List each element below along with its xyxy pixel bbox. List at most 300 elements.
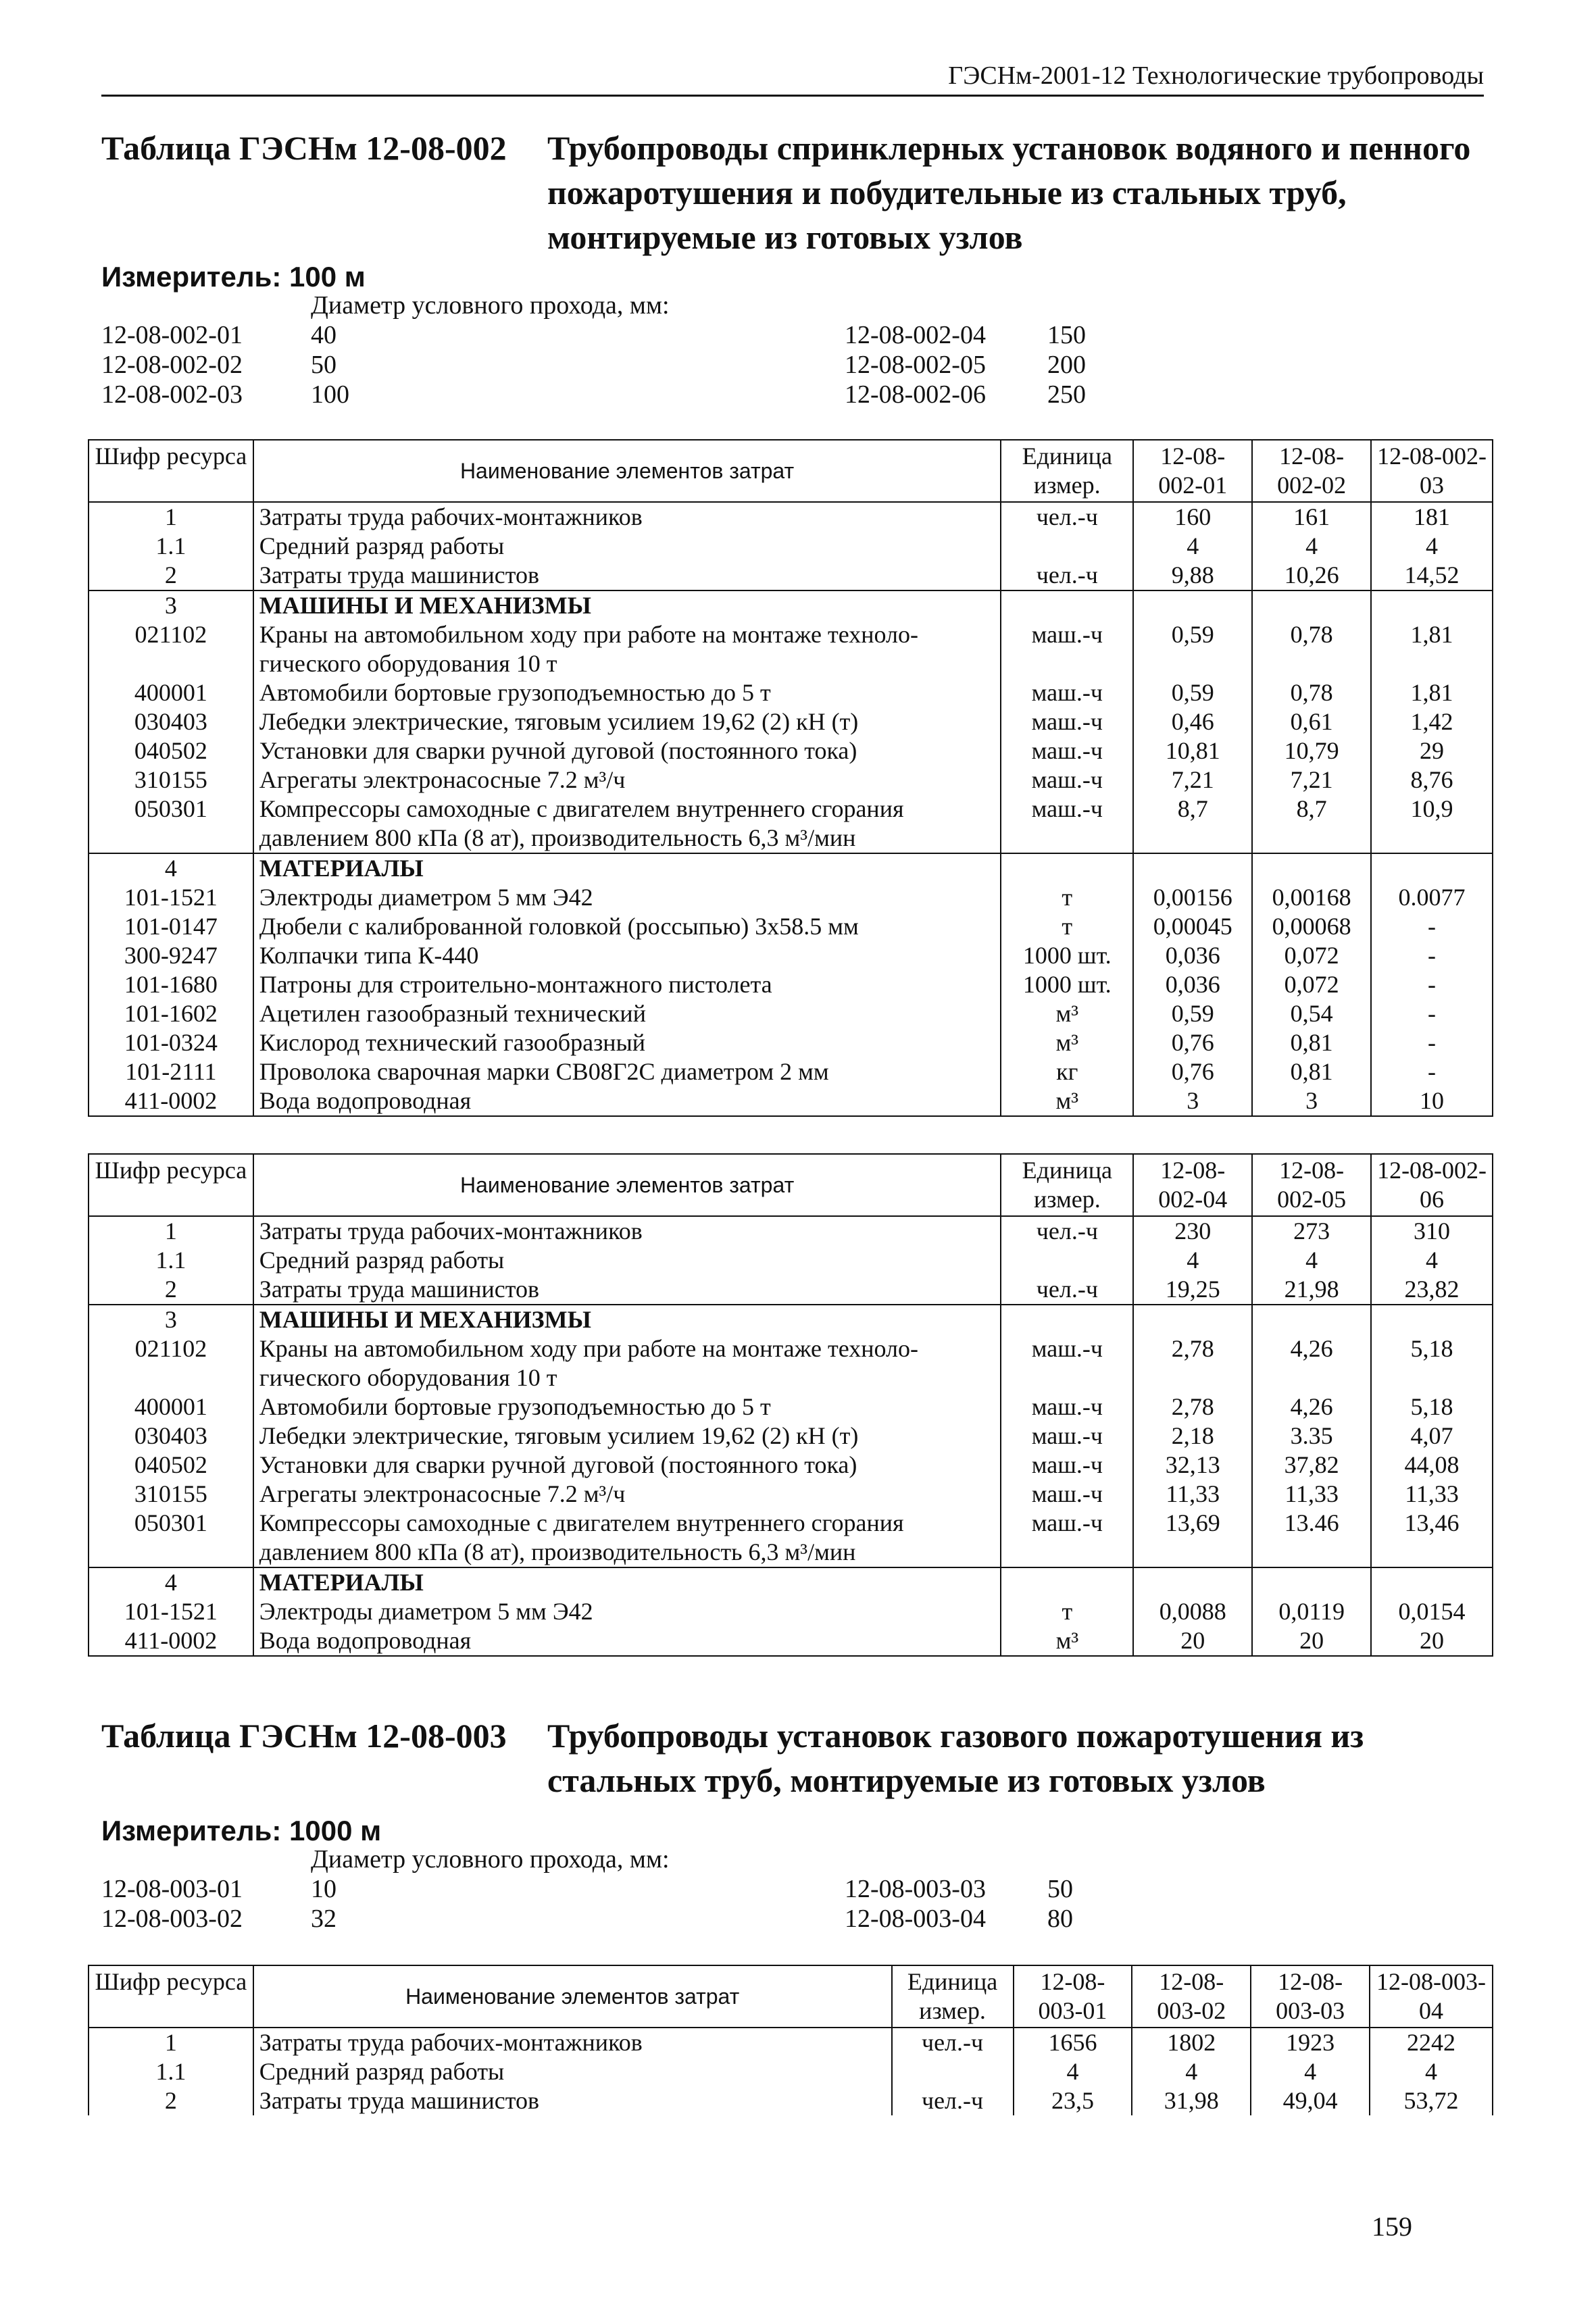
resource-unit: чел.-ч	[1001, 1216, 1133, 1246]
resource-code: 300-9247	[89, 941, 253, 970]
resource-value: 0,00168	[1252, 883, 1371, 912]
resource-value: 23,82	[1371, 1275, 1493, 1305]
resource-value: 4	[1133, 1246, 1252, 1275]
resource-value: 1802	[1132, 2028, 1251, 2057]
table-title: Трубопроводы спринклерных установок водяного и пенного пожаротушения и побудительные из стальных труб, монтируемые из готовых узлов	[547, 129, 1471, 256]
resource-value	[1133, 1567, 1252, 1597]
resource-value: 0,036	[1133, 970, 1252, 999]
resource-code: 1	[89, 2028, 253, 2057]
resource-name: Колпачки типа К-440	[253, 941, 1001, 970]
resource-value: 7,21	[1133, 765, 1252, 795]
table-header-row	[89, 440, 1493, 502]
resource-unit: маш.-ч	[1001, 736, 1133, 765]
resource-value: 9,88	[1133, 561, 1252, 590]
resource-value: 0,59	[1133, 620, 1252, 678]
table-row	[89, 1509, 1493, 1567]
resource-name: Лебедки электрические, тяговым усилием 19,62 (2) кН (т)	[253, 1422, 1001, 1451]
section-row	[89, 590, 1493, 620]
resource-unit: 1000 шт.	[1001, 970, 1133, 999]
resource-value: 29	[1371, 736, 1493, 765]
diameter-value: 100	[311, 380, 349, 409]
resource-value: 10	[1371, 1086, 1493, 1116]
resource-name: Автомобили бортовые грузоподъемностью до 5 т	[253, 678, 1001, 707]
resource-code: 101-0147	[89, 912, 253, 941]
resource-value: 19,25	[1133, 1275, 1252, 1305]
resource-unit: т	[1001, 883, 1133, 912]
resource-unit: маш.-ч	[1001, 1509, 1133, 1567]
diameter-value: 40	[311, 321, 336, 349]
resource-value: 7,21	[1252, 765, 1371, 795]
resource-code: 400001	[89, 678, 253, 707]
table-row	[89, 970, 1493, 999]
resource-value: 20	[1133, 1626, 1252, 1656]
resource-value: 2,78	[1133, 1334, 1252, 1392]
resource-name: Патроны для строительно-монтажного пистолета	[253, 970, 1001, 999]
diameter-row	[101, 320, 1115, 350]
diameter-value: 10	[311, 1875, 336, 1903]
resource-name: Затраты труда рабочих-монтажников	[253, 2028, 892, 2057]
resource-value	[1371, 853, 1493, 883]
header-norm-code: 12-08-002-02	[1252, 440, 1371, 502]
resource-name: Компрессоры самоходные с двигателем внутреннего сгорания давлением 800 кПа (8 ат), производительность 6,3 м³/мин	[253, 795, 1001, 853]
resource-unit	[1001, 1246, 1133, 1275]
resource-value: -	[1371, 912, 1493, 941]
resource-value: 0,81	[1252, 1057, 1371, 1086]
resource-value: 23,5	[1014, 2086, 1132, 2115]
resource-value: 5,18	[1371, 1334, 1493, 1392]
diameter-code: 12-08-002-04	[845, 321, 986, 349]
resource-name: Установки для сварки ручной дуговой (постоянного тока)	[253, 736, 1001, 765]
resource-value: 0,59	[1133, 999, 1252, 1028]
resource-value: 21,98	[1252, 1275, 1371, 1305]
table-row	[89, 1057, 1493, 1086]
resource-value: 0.0077	[1371, 883, 1493, 912]
resource-value: 2,78	[1133, 1392, 1252, 1422]
diameter-value: 80	[1047, 1905, 1073, 1933]
resource-name: Дюбели с калиброванной головкой (россыпью) 3х58.5 мм	[253, 912, 1001, 941]
resource-value: 0,0154	[1371, 1597, 1493, 1626]
resource-value: 0,76	[1133, 1028, 1252, 1057]
resource-code: 040502	[89, 736, 253, 765]
table-row	[89, 620, 1493, 678]
diameter-code: 12-08-003-02	[101, 1905, 243, 1933]
header-name: Наименование элементов затрат	[253, 1965, 892, 2028]
resource-value: 5,18	[1371, 1392, 1493, 1422]
resource-value: 2242	[1370, 2028, 1493, 2057]
resource-value: 0,036	[1133, 941, 1252, 970]
resource-code: 101-1521	[89, 1597, 253, 1626]
header-name: Наименование элементов затрат	[253, 1154, 1001, 1216]
section-row	[89, 1305, 1493, 1334]
resource-name: Электроды диаметром 5 мм Э42	[253, 883, 1001, 912]
diameter-caption: Диаметр условного прохода, мм:	[311, 1845, 670, 1873]
resource-unit	[1001, 590, 1133, 620]
resource-value: 13,46	[1371, 1509, 1493, 1567]
resource-value: 0,78	[1252, 620, 1371, 678]
resource-value: 1,81	[1371, 620, 1493, 678]
diameter-value: 50	[311, 351, 336, 379]
resource-value	[1133, 590, 1252, 620]
resource-unit: 1000 шт.	[1001, 941, 1133, 970]
resource-code: 1	[89, 1216, 253, 1246]
resource-value: 11,33	[1371, 1480, 1493, 1509]
resource-value: 32,13	[1133, 1451, 1252, 1480]
resource-value: 10,79	[1252, 736, 1371, 765]
table-row	[89, 707, 1493, 736]
resource-value: 3	[1133, 1086, 1252, 1116]
resource-name: Затраты труда рабочих-монтажников	[253, 502, 1001, 532]
resource-value: 4	[1251, 2057, 1370, 2086]
table-row	[89, 941, 1493, 970]
resource-value: 0,81	[1252, 1028, 1371, 1057]
header-code: Шифр ресурса	[89, 1154, 253, 1216]
resource-value: 13,69	[1133, 1509, 1252, 1567]
resource-value: 0,072	[1252, 941, 1371, 970]
table-row	[89, 2057, 1493, 2086]
resource-name: Компрессоры самоходные с двигателем внутреннего сгорания давлением 800 кПа (8 ат), производительность 6,3 м³/мин	[253, 1509, 1001, 1567]
resource-unit: чел.-ч	[892, 2086, 1014, 2115]
resource-unit: маш.-ч	[1001, 1334, 1133, 1392]
resource-code: 411-0002	[89, 1086, 253, 1116]
resource-unit: м³	[1001, 1086, 1133, 1116]
resource-unit	[1001, 1567, 1133, 1597]
table-row	[89, 678, 1493, 707]
table-code: Таблица ГЭСНм 12-08-002	[101, 129, 507, 167]
resource-value: 4	[1133, 532, 1252, 561]
table-row	[89, 2086, 1493, 2115]
resource-unit: м³	[1001, 1028, 1133, 1057]
resource-code: 2	[89, 561, 253, 590]
resource-value: 4	[1371, 532, 1493, 561]
resource-code: 4	[89, 853, 253, 883]
diameter-code: 12-08-002-06	[845, 380, 986, 409]
resource-name: Агрегаты электронасосные 7.2 м³/ч	[253, 765, 1001, 795]
resource-value: 0,00068	[1252, 912, 1371, 941]
table-row	[89, 1334, 1493, 1392]
resource-value: 0,54	[1252, 999, 1371, 1028]
resource-value: 8,7	[1133, 795, 1252, 853]
resource-code: 1.1	[89, 1246, 253, 1275]
diameter-row	[101, 380, 1115, 409]
header-norm-code: 12-08-002-05	[1252, 1154, 1371, 1216]
resource-unit	[892, 2057, 1014, 2086]
resource-table-part2	[88, 1153, 1493, 1657]
resource-unit: маш.-ч	[1001, 707, 1133, 736]
resource-code: 040502	[89, 1451, 253, 1480]
resource-value: 4	[1370, 2057, 1493, 2086]
resource-value: 0,78	[1252, 678, 1371, 707]
resource-name: Средний разряд работы	[253, 532, 1001, 561]
resource-value: 11,33	[1252, 1480, 1371, 1509]
resource-code: 021102	[89, 620, 253, 678]
resource-unit: маш.-ч	[1001, 1480, 1133, 1509]
resource-code: 101-1680	[89, 970, 253, 999]
header-code: Шифр ресурса	[89, 1965, 253, 2028]
resource-value: 44,08	[1371, 1451, 1493, 1480]
resource-name: Затраты труда машинистов	[253, 1275, 1001, 1305]
resource-code: 400001	[89, 1392, 253, 1422]
resource-value: 4	[1252, 1246, 1371, 1275]
resource-value: 49,04	[1251, 2086, 1370, 2115]
resource-value: 0,59	[1133, 678, 1252, 707]
resource-unit: маш.-ч	[1001, 795, 1133, 853]
header-norm-code: 12-08-003-03	[1251, 1965, 1370, 2028]
table-header-row	[89, 1965, 1493, 2028]
resource-unit	[1001, 1305, 1133, 1334]
header-unit: Единица измер.	[1001, 440, 1133, 502]
diameter-code: 12-08-002-02	[101, 351, 243, 379]
resource-value: -	[1371, 941, 1493, 970]
resource-value: 1,81	[1371, 678, 1493, 707]
resource-value: 0,00045	[1133, 912, 1252, 941]
resource-value: 161	[1252, 502, 1371, 532]
resource-value: 4	[1252, 532, 1371, 561]
resource-value: -	[1371, 970, 1493, 999]
resource-unit: маш.-ч	[1001, 620, 1133, 678]
table-row	[89, 2028, 1493, 2057]
resource-value: 1656	[1014, 2028, 1132, 2057]
resource-name: Затраты труда рабочих-монтажников	[253, 1216, 1001, 1246]
resource-value: 0,0088	[1133, 1597, 1252, 1626]
table-row	[89, 999, 1493, 1028]
resource-name: Кислород технический газообразный	[253, 1028, 1001, 1057]
header-unit: Единица измер.	[892, 1965, 1014, 2028]
header-unit: Единица измер.	[1001, 1154, 1133, 1216]
resource-value: 8,76	[1371, 765, 1493, 795]
resource-value: 4,26	[1252, 1334, 1371, 1392]
resource-table-part3	[88, 1965, 1493, 2115]
resource-value: 11,33	[1133, 1480, 1252, 1509]
resource-value: 20	[1371, 1626, 1493, 1656]
table-row	[89, 532, 1493, 561]
resource-unit: т	[1001, 912, 1133, 941]
resource-value: 3	[1252, 1086, 1371, 1116]
resource-value: 2,18	[1133, 1422, 1252, 1451]
resource-value: 1,42	[1371, 707, 1493, 736]
resource-unit: чел.-ч	[1001, 561, 1133, 590]
resource-unit: маш.-ч	[1001, 1422, 1133, 1451]
table-row	[89, 1246, 1493, 1275]
resource-name: МАТЕРИАЛЫ	[253, 1567, 1001, 1597]
resource-code: 030403	[89, 1422, 253, 1451]
diameter-caption: Диаметр условного прохода, мм:	[311, 291, 670, 320]
table-row	[89, 1028, 1493, 1057]
diameter-value: 150	[1047, 321, 1086, 349]
resource-unit: кг	[1001, 1057, 1133, 1086]
diameter-value: 250	[1047, 380, 1086, 409]
measure-unit: Измеритель: 1000 м	[101, 1815, 382, 1846]
table-row	[89, 502, 1493, 532]
diameter-code: 12-08-003-04	[845, 1905, 986, 1933]
diameter-code: 12-08-002-05	[845, 351, 986, 379]
diameter-code: 12-08-002-01	[101, 321, 243, 349]
diameter-row	[101, 1874, 1115, 1904]
resource-unit: маш.-ч	[1001, 678, 1133, 707]
resource-unit	[1001, 853, 1133, 883]
diameter-row	[101, 350, 1115, 380]
resource-unit: м³	[1001, 1626, 1133, 1656]
resource-value: 230	[1133, 1216, 1252, 1246]
resource-code: 310155	[89, 1480, 253, 1509]
measure-unit: Измеритель: 100 м	[101, 261, 366, 293]
resource-value: 4	[1132, 2057, 1251, 2086]
resource-code: 021102	[89, 1334, 253, 1392]
table-row	[89, 1451, 1493, 1480]
diameter-row	[101, 1904, 1115, 1934]
resource-code: 050301	[89, 795, 253, 853]
diameter-code: 12-08-003-01	[101, 1875, 243, 1903]
resource-unit: маш.-ч	[1001, 1451, 1133, 1480]
resource-name: МАТЕРИАЛЫ	[253, 853, 1001, 883]
table-row	[89, 1422, 1493, 1451]
header-norm-code: 12-08-002-04	[1133, 1154, 1252, 1216]
resource-name: Автомобили бортовые грузоподъемностью до 5 т	[253, 1392, 1001, 1422]
resource-unit: чел.-ч	[892, 2028, 1014, 2057]
resource-code: 2	[89, 1275, 253, 1305]
resource-value	[1252, 1305, 1371, 1334]
resource-value: 181	[1371, 502, 1493, 532]
resource-unit: маш.-ч	[1001, 1392, 1133, 1422]
resource-value: -	[1371, 1057, 1493, 1086]
table-row	[89, 883, 1493, 912]
resource-code: 050301	[89, 1509, 253, 1567]
resource-code: 030403	[89, 707, 253, 736]
header-name: Наименование элементов затрат	[253, 440, 1001, 502]
resource-code: 2	[89, 2086, 253, 2115]
resource-code: 1.1	[89, 532, 253, 561]
resource-code: 411-0002	[89, 1626, 253, 1656]
resource-name: Средний разряд работы	[253, 2057, 892, 2086]
resource-value: 10,26	[1252, 561, 1371, 590]
table-code: Таблица ГЭСНм 12-08-003	[101, 1717, 507, 1755]
resource-name: Агрегаты электронасосные 7.2 м³/ч	[253, 1480, 1001, 1509]
resource-code: 1.1	[89, 2057, 253, 2086]
resource-name: Установки для сварки ручной дуговой (постоянного тока)	[253, 1451, 1001, 1480]
resource-value: 310	[1371, 1216, 1493, 1246]
resource-unit: чел.-ч	[1001, 1275, 1133, 1305]
header-norm-code: 12-08-002-01	[1133, 440, 1252, 502]
resource-name: Лебедки электрические, тяговым усилием 19,62 (2) кН (т)	[253, 707, 1001, 736]
table-row	[89, 765, 1493, 795]
resource-value: 4	[1371, 1246, 1493, 1275]
resource-name: Вода водопроводная	[253, 1626, 1001, 1656]
resource-name: Ацетилен газообразный технический	[253, 999, 1001, 1028]
table-header-row	[89, 1154, 1493, 1216]
section-row	[89, 853, 1493, 883]
resource-value: -	[1371, 1028, 1493, 1057]
resource-name: Электроды диаметром 5 мм Э42	[253, 1597, 1001, 1626]
section-row	[89, 1567, 1493, 1597]
resource-code: 101-1602	[89, 999, 253, 1028]
resource-code: 3	[89, 590, 253, 620]
resource-value: -	[1371, 999, 1493, 1028]
resource-name: МАШИНЫ И МЕХАНИЗМЫ	[253, 1305, 1001, 1334]
resource-value	[1371, 1567, 1493, 1597]
header-norm-code: 12-08-003-01	[1014, 1965, 1132, 2028]
table-row	[89, 795, 1493, 853]
resource-code: 101-0324	[89, 1028, 253, 1057]
diameter-value: 32	[311, 1905, 336, 1933]
resource-value	[1252, 853, 1371, 883]
resource-name: Краны на автомобильном ходу при работе на монтаже техноло-гического оборудования 10 т	[253, 1334, 1001, 1392]
diameter-value: 200	[1047, 351, 1086, 379]
resource-value: 10,81	[1133, 736, 1252, 765]
header-norm-code: 12-08-003-04	[1370, 1965, 1493, 2028]
resource-value	[1371, 590, 1493, 620]
resource-code: 310155	[89, 765, 253, 795]
table-row	[89, 912, 1493, 941]
resource-name: Затраты труда машинистов	[253, 2086, 892, 2115]
page-number: 159	[1372, 2211, 1412, 2242]
resource-value	[1371, 1305, 1493, 1334]
resource-value: 0,76	[1133, 1057, 1252, 1086]
resource-name: Вода водопроводная	[253, 1086, 1001, 1116]
resource-value: 20	[1252, 1626, 1371, 1656]
resource-unit	[1001, 532, 1133, 561]
resource-value	[1133, 853, 1252, 883]
resource-value	[1252, 590, 1371, 620]
resource-name: Краны на автомобильном ходу при работе на монтаже техноло-гического оборудования 10 т	[253, 620, 1001, 678]
resource-code: 1	[89, 502, 253, 532]
resource-unit: чел.-ч	[1001, 502, 1133, 532]
resource-value	[1252, 1567, 1371, 1597]
table-row	[89, 1275, 1493, 1305]
header-norm-code: 12-08-002-06	[1371, 1154, 1493, 1216]
resource-code: 4	[89, 1567, 253, 1597]
table-title: Трубопроводы установок газового пожаротушения из стальных труб, монтируемые из готовых узлов	[547, 1717, 1364, 1799]
resource-value: 8,7	[1252, 795, 1371, 853]
table-row	[89, 1392, 1493, 1422]
running-head: ГЭСНм-2001-12 Технологические трубопроводы	[101, 59, 1484, 97]
diameter-code: 12-08-003-03	[845, 1875, 986, 1903]
resource-unit: маш.-ч	[1001, 765, 1133, 795]
table-row	[89, 736, 1493, 765]
resource-value: 160	[1133, 502, 1252, 532]
header-norm-code: 12-08-003-02	[1132, 1965, 1251, 2028]
resource-name: Средний разряд работы	[253, 1246, 1001, 1275]
resource-name: Затраты труда машинистов	[253, 561, 1001, 590]
resource-value: 0,00156	[1133, 883, 1252, 912]
header-code: Шифр ресурса	[89, 440, 253, 502]
resource-value: 3.35	[1252, 1422, 1371, 1451]
table-row	[89, 1597, 1493, 1626]
resource-value: 0,46	[1133, 707, 1252, 736]
resource-code: 101-1521	[89, 883, 253, 912]
diameter-value: 50	[1047, 1875, 1073, 1903]
resource-value: 4,07	[1371, 1422, 1493, 1451]
resource-value: 4	[1014, 2057, 1132, 2086]
resource-code: 101-2111	[89, 1057, 253, 1086]
resource-value: 14,52	[1371, 561, 1493, 590]
resource-value: 37,82	[1252, 1451, 1371, 1480]
resource-value: 0,61	[1252, 707, 1371, 736]
resource-value	[1133, 1305, 1252, 1334]
resource-value: 10,9	[1371, 795, 1493, 853]
resource-name: Проволока сварочная марки СВ08Г2С диаметром 2 мм	[253, 1057, 1001, 1086]
resource-table-part1	[88, 439, 1493, 1117]
resource-value: 273	[1252, 1216, 1371, 1246]
resource-name: МАШИНЫ И МЕХАНИЗМЫ	[253, 590, 1001, 620]
resource-value: 31,98	[1132, 2086, 1251, 2115]
table-row	[89, 1626, 1493, 1656]
resource-code: 3	[89, 1305, 253, 1334]
resource-value: 53,72	[1370, 2086, 1493, 2115]
table-row	[89, 561, 1493, 590]
header-norm-code: 12-08-002-03	[1371, 440, 1493, 502]
table-row	[89, 1216, 1493, 1246]
resource-value: 0,0119	[1252, 1597, 1371, 1626]
table-row	[89, 1086, 1493, 1116]
